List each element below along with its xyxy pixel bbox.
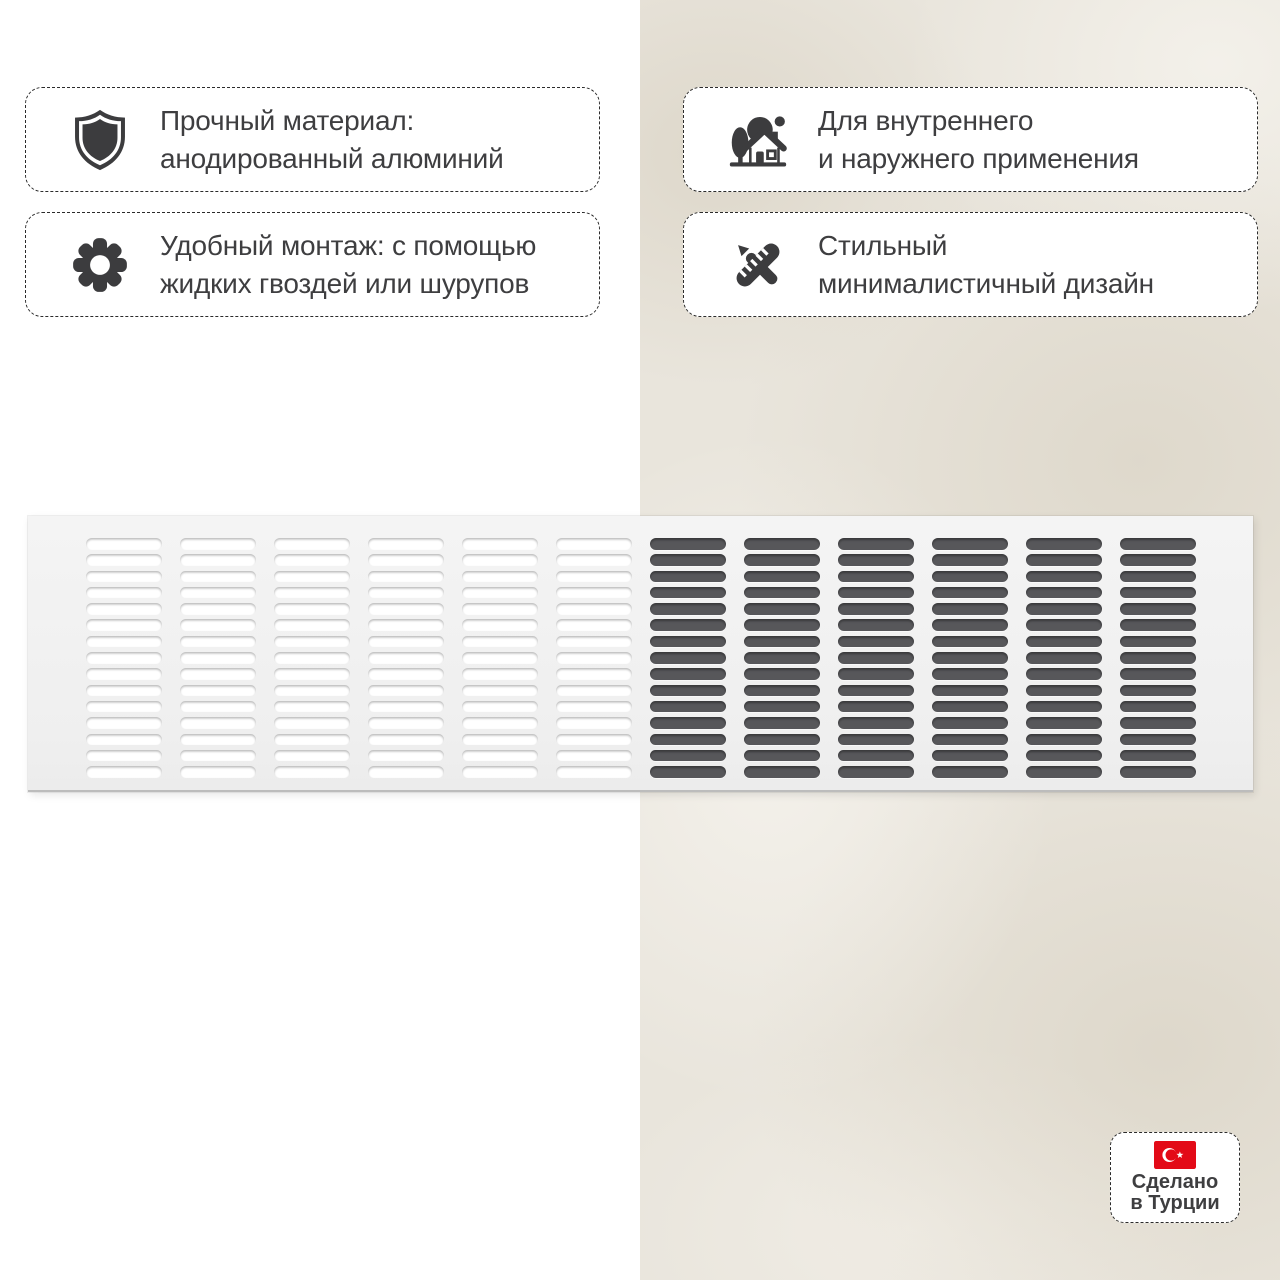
- grille-slot: [1120, 603, 1196, 615]
- grille-slot: [1120, 587, 1196, 599]
- grille-slot: [932, 587, 1008, 599]
- grille-slot: [274, 538, 350, 550]
- grille-slot: [180, 571, 256, 583]
- feature-line: Для внутреннего: [818, 104, 1034, 136]
- grille-slot: [462, 668, 538, 680]
- feature-line: Удобный монтаж: с помощью: [160, 229, 537, 261]
- grille-slot: [86, 652, 162, 664]
- feature-badge-mounting: [25, 212, 600, 317]
- grille-slot: [368, 619, 444, 631]
- grille-slot: [650, 750, 726, 762]
- grille-slot: [1120, 571, 1196, 583]
- grille-slot: [556, 538, 632, 550]
- grille-slot: [838, 734, 914, 746]
- grille-slot: [932, 717, 1008, 729]
- grille-slot: [650, 603, 726, 615]
- grille-slot: [744, 587, 820, 599]
- grille-slot: [180, 587, 256, 599]
- grille-slot: [1120, 717, 1196, 729]
- grille-slot: [274, 554, 350, 566]
- grille-slot: [744, 750, 820, 762]
- grille-slot: [838, 750, 914, 762]
- feature-line: жидких гвоздей или шурупов: [160, 267, 530, 299]
- grille-slot: [180, 750, 256, 762]
- feature-line: минималистичный дизайн: [818, 267, 1154, 299]
- grille-slot: [932, 750, 1008, 762]
- house-outdoor-icon: [726, 108, 790, 172]
- grille-slot: [86, 734, 162, 746]
- grille-slot: [838, 636, 914, 648]
- grille-slot: [650, 636, 726, 648]
- grille-slot: [86, 685, 162, 697]
- grille-slot: [838, 571, 914, 583]
- grille-slot: [932, 538, 1008, 550]
- grille-slot: [180, 668, 256, 680]
- grille-slot: [556, 766, 632, 778]
- grille-slot: [462, 571, 538, 583]
- feature-line: Прочный материал:: [160, 104, 415, 136]
- grille-slot: [932, 571, 1008, 583]
- grille-slot: [368, 717, 444, 729]
- gear-icon: [68, 233, 132, 297]
- grille-slot: [274, 603, 350, 615]
- grille-slot: [556, 636, 632, 648]
- grille-slot: [368, 571, 444, 583]
- grille-slot: [744, 766, 820, 778]
- grille-slot: [462, 701, 538, 713]
- grille-slot: [86, 554, 162, 566]
- grille-slot: [86, 668, 162, 680]
- grille-slot: [462, 538, 538, 550]
- grille-slot: [368, 652, 444, 664]
- grille-slot: [556, 603, 632, 615]
- grille-slot: [462, 587, 538, 599]
- grille-slot: [1026, 554, 1102, 566]
- feature-text: [818, 227, 1154, 303]
- grille-slot: [86, 571, 162, 583]
- grille-slot: [274, 619, 350, 631]
- feature-badge-design: [683, 212, 1258, 317]
- grille-slot: [180, 619, 256, 631]
- grille-slot: [180, 734, 256, 746]
- feature-line: анодированный алюминий: [160, 142, 504, 174]
- grille-slot: [744, 668, 820, 680]
- grille-slot: [650, 538, 726, 550]
- grille-slot: [838, 652, 914, 664]
- grille-slot: [650, 619, 726, 631]
- grille-slot: [86, 538, 162, 550]
- grille-slot: [1026, 538, 1102, 550]
- grille-slot: [86, 587, 162, 599]
- grille-slot: [1120, 554, 1196, 566]
- grille-slot: [274, 668, 350, 680]
- grille-slot: [462, 685, 538, 697]
- grille-slot: [838, 766, 914, 778]
- grille-slot: [368, 587, 444, 599]
- grille-slot: [274, 717, 350, 729]
- grille-slot: [744, 619, 820, 631]
- grille-slot: [1120, 636, 1196, 648]
- grille-slot: [1026, 685, 1102, 697]
- grille-slot: [368, 636, 444, 648]
- grille-slot: [180, 636, 256, 648]
- grille-slot: [1026, 619, 1102, 631]
- grille-slot: [744, 571, 820, 583]
- grille-slot: [1026, 701, 1102, 713]
- grille-slot: [86, 619, 162, 631]
- grille-slot: [462, 554, 538, 566]
- grille-slot: [932, 734, 1008, 746]
- grille-slot: [1120, 668, 1196, 680]
- grille-slot: [274, 685, 350, 697]
- grille-slot: [838, 554, 914, 566]
- grille-slot: [86, 636, 162, 648]
- grille-slot: [274, 652, 350, 664]
- grille-slot: [368, 766, 444, 778]
- grille-slot: [1120, 750, 1196, 762]
- grille-slot: [744, 603, 820, 615]
- grille-slot: [1120, 685, 1196, 697]
- grille-slot: [932, 636, 1008, 648]
- grille-slot: [556, 734, 632, 746]
- feature-line: и наружнего применения: [818, 142, 1139, 174]
- made-in-line: в Турции: [1130, 1192, 1220, 1214]
- grille-slot: [368, 538, 444, 550]
- grille-slot: [556, 668, 632, 680]
- grille-slot: [556, 750, 632, 762]
- grille-slot: [1120, 538, 1196, 550]
- grille-slot: [1026, 766, 1102, 778]
- grille-slot: [1120, 701, 1196, 713]
- ventilation-grille-panel: [28, 516, 1253, 792]
- grille-slot: [368, 554, 444, 566]
- grille-slot: [86, 717, 162, 729]
- grille-slot: [650, 701, 726, 713]
- grille-slot: [180, 603, 256, 615]
- grille-slot: [274, 701, 350, 713]
- grille-slot: [556, 701, 632, 713]
- grille-slot: [1026, 750, 1102, 762]
- grille-slot: [274, 734, 350, 746]
- grille-slot: [744, 636, 820, 648]
- grille-slot: [932, 619, 1008, 631]
- grille-slot: [368, 668, 444, 680]
- grille-slot: [556, 685, 632, 697]
- grille-slot: [180, 701, 256, 713]
- grille-slot: [556, 571, 632, 583]
- grille-slot: [462, 766, 538, 778]
- grille-slot: [180, 652, 256, 664]
- grille-slot: [462, 619, 538, 631]
- grille-slot: [1026, 636, 1102, 648]
- grille-slot: [1026, 668, 1102, 680]
- made-in-line: Сделано: [1131, 1171, 1219, 1193]
- grille-slot: [932, 652, 1008, 664]
- grille-slot: [368, 685, 444, 697]
- grille-slot: [838, 587, 914, 599]
- grille-slot: [274, 587, 350, 599]
- grille-slot: [462, 750, 538, 762]
- grille-slot: [932, 685, 1008, 697]
- grille-slot: [838, 668, 914, 680]
- grille-slot: [932, 701, 1008, 713]
- grille-slot: [368, 734, 444, 746]
- grille-slot: [838, 685, 914, 697]
- grille-slot: [274, 571, 350, 583]
- grille-slot: [86, 603, 162, 615]
- grille-slot: [86, 766, 162, 778]
- grille-slot: [556, 717, 632, 729]
- grille-slot: [744, 734, 820, 746]
- grille-slot: [650, 766, 726, 778]
- grille-slot: [650, 734, 726, 746]
- grille-slot: [838, 619, 914, 631]
- grille-slot: [744, 685, 820, 697]
- made-in-turkey-badge: [1110, 1132, 1240, 1223]
- grille-slot: [556, 554, 632, 566]
- shield-icon: [68, 108, 132, 172]
- feature-text: [818, 102, 1139, 178]
- grille-slot: [838, 701, 914, 713]
- grille-slot: [556, 587, 632, 599]
- grille-slot: [650, 554, 726, 566]
- grille-slot: [462, 734, 538, 746]
- feature-badge-indoor-outdoor: [683, 87, 1258, 192]
- grille-slot: [744, 701, 820, 713]
- grille-slot: [1120, 619, 1196, 631]
- grille-slot: [556, 652, 632, 664]
- grille-slot: [462, 636, 538, 648]
- grille-slot: [1120, 734, 1196, 746]
- grille-slot: [1026, 652, 1102, 664]
- grille-slot: [556, 619, 632, 631]
- grille-slot: [180, 554, 256, 566]
- grille-slot: [274, 750, 350, 762]
- grille-slot: [1120, 652, 1196, 664]
- grille-slot: [932, 766, 1008, 778]
- turkey-flag-icon: [1154, 1141, 1196, 1169]
- grille-slot: [932, 668, 1008, 680]
- grille-slot: [462, 652, 538, 664]
- feature-text: [160, 102, 504, 178]
- grille-slot: [1120, 766, 1196, 778]
- grille-slot: [1026, 734, 1102, 746]
- grille-slot: [1026, 571, 1102, 583]
- grille-slot: [650, 685, 726, 697]
- grille-slot: [180, 685, 256, 697]
- grille-slot: [838, 538, 914, 550]
- grille-slot: [650, 571, 726, 583]
- grille-slot: [838, 717, 914, 729]
- grille-slot: [1026, 717, 1102, 729]
- grille-slot: [932, 554, 1008, 566]
- grille-slot: [838, 603, 914, 615]
- grille-slot: [650, 587, 726, 599]
- grille-slot: [650, 668, 726, 680]
- grille-slot: [462, 717, 538, 729]
- grille-slot: [86, 750, 162, 762]
- grille-slot: [180, 538, 256, 550]
- grille-slot: [368, 603, 444, 615]
- grille-slot: [368, 701, 444, 713]
- grille-slot: [932, 603, 1008, 615]
- grille-slot: [650, 652, 726, 664]
- grille-slot: [744, 538, 820, 550]
- grille-slot: [180, 766, 256, 778]
- grille-slot: [744, 717, 820, 729]
- grille-slot: [274, 636, 350, 648]
- feature-text: [160, 227, 536, 303]
- feature-badge-material: [25, 87, 600, 192]
- grille-slot: [180, 717, 256, 729]
- grille-slot: [650, 717, 726, 729]
- grille-slot: [744, 652, 820, 664]
- grille-slot: [274, 766, 350, 778]
- grille-slot: [744, 554, 820, 566]
- grille-slot: [368, 750, 444, 762]
- grille-slot: [462, 603, 538, 615]
- grille-slot: [1026, 587, 1102, 599]
- pencil-ruler-icon: [726, 233, 790, 297]
- grille-slot: [86, 701, 162, 713]
- feature-line: Стильный: [818, 229, 948, 261]
- grille-slot-grid: [86, 538, 1196, 778]
- grille-slot: [1026, 603, 1102, 615]
